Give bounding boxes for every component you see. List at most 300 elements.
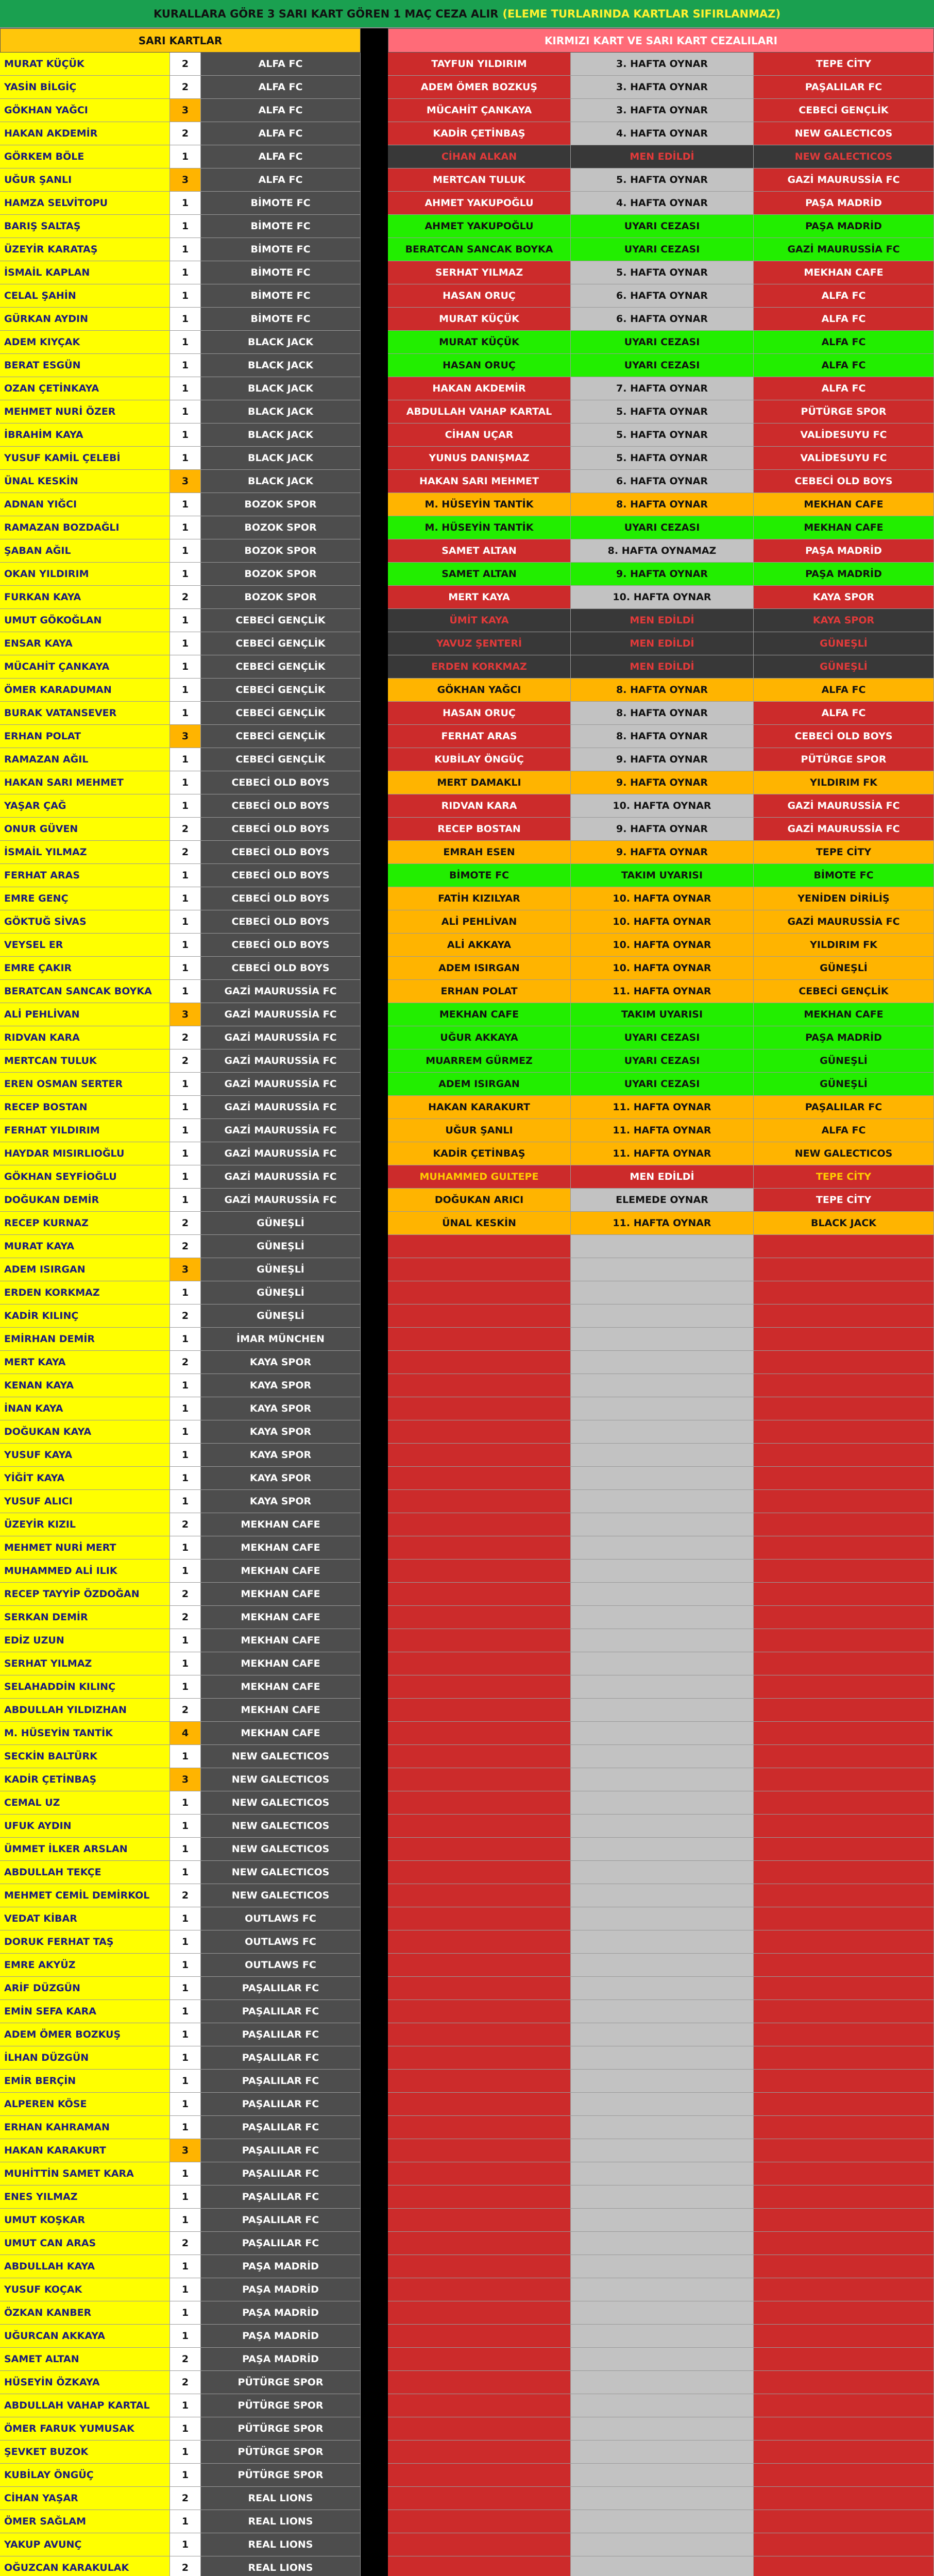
penalized-team: ALFA FC bbox=[754, 702, 934, 725]
table-row bbox=[0, 1838, 934, 1861]
table-row bbox=[0, 1907, 934, 1930]
table-row bbox=[0, 2441, 934, 2464]
table-row bbox=[0, 2255, 934, 2278]
table-row bbox=[0, 864, 934, 887]
penalized-player bbox=[388, 1907, 571, 1930]
table-row bbox=[0, 99, 934, 122]
card-count: 1 bbox=[170, 1907, 201, 1930]
penalty-status: 5. HAFTA OYNAR bbox=[571, 168, 754, 192]
penalty-status bbox=[571, 1977, 754, 2000]
player-name: ADNAN YIĞCI bbox=[0, 493, 170, 516]
penalized-player: MÜCAHİT ÇANKAYA bbox=[388, 99, 571, 122]
team-name: BLACK JACK bbox=[201, 377, 361, 400]
penalized-player bbox=[388, 1513, 571, 1536]
penalty-status bbox=[571, 2556, 754, 2576]
penalized-team bbox=[754, 1351, 934, 1374]
penalized-player bbox=[388, 2116, 571, 2139]
penalty-status bbox=[571, 1907, 754, 1930]
table-row bbox=[0, 1536, 934, 1560]
team-name: REAL LIONS bbox=[201, 2556, 361, 2576]
card-count: 1 bbox=[170, 771, 201, 794]
penalty-status bbox=[571, 1722, 754, 1745]
team-name: PAŞALILAR FC bbox=[201, 2209, 361, 2232]
table-row bbox=[0, 1699, 934, 1722]
table-row bbox=[0, 2464, 934, 2487]
team-name: REAL LIONS bbox=[201, 2510, 361, 2533]
table-row bbox=[0, 1328, 934, 1351]
team-name: NEW GALECTICOS bbox=[201, 1838, 361, 1861]
player-name: GÖKHAN SEYFİOĞLU bbox=[0, 1165, 170, 1189]
card-count: 1 bbox=[170, 864, 201, 887]
team-name: CEBECİ OLD BOYS bbox=[201, 887, 361, 910]
penalized-team bbox=[754, 2348, 934, 2371]
team-name: PÜTÜRGE SPOR bbox=[201, 2417, 361, 2441]
team-name: CEBECİ GENÇLİK bbox=[201, 725, 361, 748]
player-name: FERHAT ARAS bbox=[0, 864, 170, 887]
penalized-player: ALİ PEHLİVAN bbox=[388, 910, 571, 934]
penalized-team bbox=[754, 2185, 934, 2209]
penalized-player bbox=[388, 2046, 571, 2070]
penalty-status bbox=[571, 1351, 754, 1374]
team-name: BLACK JACK bbox=[201, 331, 361, 354]
card-count: 2 bbox=[170, 2556, 201, 2576]
penalized-team bbox=[754, 1490, 934, 1513]
team-name: PÜTÜRGE SPOR bbox=[201, 2464, 361, 2487]
card-count: 2 bbox=[170, 1884, 201, 1907]
penalized-player: AHMET YAKUPOĞLU bbox=[388, 215, 571, 238]
card-count: 1 bbox=[170, 1536, 201, 1560]
table-row bbox=[0, 284, 934, 308]
table-row bbox=[0, 2301, 934, 2325]
table-row bbox=[0, 1165, 934, 1189]
player-name: ÖMER KARADUMAN bbox=[0, 679, 170, 702]
penalized-team bbox=[754, 2255, 934, 2278]
team-name: PAŞA MADRİD bbox=[201, 2255, 361, 2278]
team-name: GAZİ MAURUSSİA FC bbox=[201, 1026, 361, 1049]
penalty-status bbox=[571, 2325, 754, 2348]
penalty-status: 11. HAFTA OYNAR bbox=[571, 1142, 754, 1165]
penalty-status: 10. HAFTA OYNAR bbox=[571, 934, 754, 957]
penalized-player: HASAN ORUÇ bbox=[388, 702, 571, 725]
player-name: EMİRHAN DEMİR bbox=[0, 1328, 170, 1351]
team-name: GAZİ MAURUSSİA FC bbox=[201, 1096, 361, 1119]
player-name: MERT KAYA bbox=[0, 1351, 170, 1374]
card-count: 2 bbox=[170, 1212, 201, 1235]
player-name: FURKAN KAYA bbox=[0, 586, 170, 609]
penalty-status: 10. HAFTA OYNAR bbox=[571, 794, 754, 818]
penalty-status: 4. HAFTA OYNAR bbox=[571, 192, 754, 215]
penalized-team: VALİDESUYU FC bbox=[754, 423, 934, 447]
table-row bbox=[0, 1490, 934, 1513]
card-count: 2 bbox=[170, 1583, 201, 1606]
table-row bbox=[0, 1374, 934, 1397]
player-name: ABDULLAH YILDIZHAN bbox=[0, 1699, 170, 1722]
table-row bbox=[0, 1513, 934, 1536]
card-count: 1 bbox=[170, 2185, 201, 2209]
penalized-player: MUHAMMED GULTEPE bbox=[388, 1165, 571, 1189]
penalty-status bbox=[571, 1745, 754, 1768]
player-name: SAMET ALTAN bbox=[0, 2348, 170, 2371]
card-count: 1 bbox=[170, 702, 201, 725]
penalized-player: SAMET ALTAN bbox=[388, 563, 571, 586]
team-name: CEBECİ OLD BOYS bbox=[201, 910, 361, 934]
penalized-team: TEPE CİTY bbox=[754, 841, 934, 864]
penalized-player bbox=[388, 2070, 571, 2093]
table-row bbox=[0, 1281, 934, 1304]
penalized-team: PAŞALILAR FC bbox=[754, 76, 934, 99]
penalty-status: 5. HAFTA OYNAR bbox=[571, 261, 754, 284]
penalty-status bbox=[571, 1420, 754, 1444]
penalized-team: ALFA FC bbox=[754, 331, 934, 354]
penalty-status: 5. HAFTA OYNAR bbox=[571, 423, 754, 447]
card-count: 1 bbox=[170, 1930, 201, 1954]
player-name: SECKİN BALTÜRK bbox=[0, 1745, 170, 1768]
penalized-player: ADEM ISIRGAN bbox=[388, 957, 571, 980]
player-name: UĞUR ŞANLI bbox=[0, 168, 170, 192]
penalized-team: ALFA FC bbox=[754, 354, 934, 377]
penalized-player: GÖKHAN YAĞCI bbox=[388, 679, 571, 702]
team-name: BİMOTE FC bbox=[201, 308, 361, 331]
player-name: VEDAT KİBAR bbox=[0, 1907, 170, 1930]
table-row bbox=[0, 1583, 934, 1606]
table-row bbox=[0, 1212, 934, 1235]
card-count: 1 bbox=[170, 1675, 201, 1699]
penalty-status: 8. HAFTA OYNAR bbox=[571, 493, 754, 516]
player-name: CEMAL UZ bbox=[0, 1791, 170, 1815]
table-row bbox=[0, 2487, 934, 2510]
table-row bbox=[0, 1652, 934, 1675]
player-name: GÜRKAN AYDIN bbox=[0, 308, 170, 331]
table-row bbox=[0, 400, 934, 423]
penalty-status: UYARI CEZASI bbox=[571, 215, 754, 238]
card-count: 1 bbox=[170, 887, 201, 910]
penalized-team bbox=[754, 1583, 934, 1606]
card-count: 1 bbox=[170, 145, 201, 168]
penalized-team bbox=[754, 2417, 934, 2441]
card-count: 1 bbox=[170, 563, 201, 586]
penalized-team: TEPE CİTY bbox=[754, 1165, 934, 1189]
card-count: 1 bbox=[170, 423, 201, 447]
penalized-player: RECEP BOSTAN bbox=[388, 818, 571, 841]
card-count: 2 bbox=[170, 841, 201, 864]
penalized-player: ÜNAL KESKİN bbox=[388, 1212, 571, 1235]
card-count: 1 bbox=[170, 400, 201, 423]
player-name: ABDULLAH VAHAP KARTAL bbox=[0, 2394, 170, 2417]
player-name: MEHMET NURİ ÖZER bbox=[0, 400, 170, 423]
penalized-player: YUNUS DANIŞMAZ bbox=[388, 447, 571, 470]
card-count: 1 bbox=[170, 2417, 201, 2441]
card-count: 3 bbox=[170, 168, 201, 192]
penalized-player bbox=[388, 2232, 571, 2255]
penalty-status: 8. HAFTA OYNAMAZ bbox=[571, 539, 754, 563]
penalized-team bbox=[754, 1791, 934, 1815]
card-count: 1 bbox=[170, 1444, 201, 1467]
team-name: MEKHAN CAFE bbox=[201, 1560, 361, 1583]
card-count: 1 bbox=[170, 2162, 201, 2185]
team-name: KAYA SPOR bbox=[201, 1420, 361, 1444]
player-name: YAŞAR ÇAĞ bbox=[0, 794, 170, 818]
penalized-team: CEBECİ OLD BOYS bbox=[754, 725, 934, 748]
team-name: ALFA FC bbox=[201, 122, 361, 145]
card-count: 2 bbox=[170, 1699, 201, 1722]
team-name: MEKHAN CAFE bbox=[201, 1583, 361, 1606]
penalized-player: MEKHAN CAFE bbox=[388, 1003, 571, 1026]
team-name: BOZOK SPOR bbox=[201, 539, 361, 563]
penalized-player bbox=[388, 1467, 571, 1490]
penalty-status: UYARI CEZASI bbox=[571, 354, 754, 377]
penalty-status: 9. HAFTA OYNAR bbox=[571, 771, 754, 794]
penalized-team: GÜNEŞLİ bbox=[754, 957, 934, 980]
team-name: OUTLAWS FC bbox=[201, 1907, 361, 1930]
table-row bbox=[0, 910, 934, 934]
card-count: 1 bbox=[170, 1142, 201, 1165]
penalty-status bbox=[571, 1838, 754, 1861]
penalized-player: RIDVAN KARA bbox=[388, 794, 571, 818]
penalized-player: AHMET YAKUPOĞLU bbox=[388, 192, 571, 215]
penalized-player bbox=[388, 2441, 571, 2464]
team-name: GAZİ MAURUSSİA FC bbox=[201, 1073, 361, 1096]
penalized-team: PAŞA MADRİD bbox=[754, 539, 934, 563]
card-count: 1 bbox=[170, 794, 201, 818]
penalty-status bbox=[571, 2417, 754, 2441]
penalized-team bbox=[754, 1397, 934, 1420]
player-name: ADEM ISIRGAN bbox=[0, 1258, 170, 1281]
player-name: MÜCAHİT ÇANKAYA bbox=[0, 655, 170, 679]
player-name: YUSUF KOÇAK bbox=[0, 2278, 170, 2301]
penalized-player bbox=[388, 1444, 571, 1467]
player-name: ONUR GÜVEN bbox=[0, 818, 170, 841]
card-count: 1 bbox=[170, 1119, 201, 1142]
player-name: MURAT KAYA bbox=[0, 1235, 170, 1258]
table-row bbox=[0, 168, 934, 192]
penalty-status: 3. HAFTA OYNAR bbox=[571, 53, 754, 76]
table-row bbox=[0, 2139, 934, 2162]
team-name: PAŞA MADRİD bbox=[201, 2348, 361, 2371]
penalty-status: 5. HAFTA OYNAR bbox=[571, 400, 754, 423]
player-name: UFUK AYDIN bbox=[0, 1815, 170, 1838]
penalty-status: 11. HAFTA OYNAR bbox=[571, 1212, 754, 1235]
penalized-player bbox=[388, 1374, 571, 1397]
table-row bbox=[0, 2116, 934, 2139]
penalty-status: 9. HAFTA OYNAR bbox=[571, 748, 754, 771]
card-count: 1 bbox=[170, 2301, 201, 2325]
player-name: ADEM ÖMER BOZKUŞ bbox=[0, 2023, 170, 2046]
penalized-player bbox=[388, 1606, 571, 1629]
player-name: HÜSEYİN ÖZKAYA bbox=[0, 2371, 170, 2394]
card-count: 2 bbox=[170, 1304, 201, 1328]
table-row bbox=[0, 2000, 934, 2023]
card-count: 2 bbox=[170, 2371, 201, 2394]
penalized-team: NEW GALECTICOS bbox=[754, 145, 934, 168]
table-row bbox=[0, 1930, 934, 1954]
penalized-team bbox=[754, 2533, 934, 2556]
card-count: 1 bbox=[170, 1490, 201, 1513]
page-banner bbox=[0, 0, 934, 28]
penalty-status: 11. HAFTA OYNAR bbox=[571, 1119, 754, 1142]
card-count: 1 bbox=[170, 516, 201, 539]
penalty-status: MEN EDİLDİ bbox=[571, 609, 754, 632]
table-row bbox=[0, 1977, 934, 2000]
penalized-team: PAŞA MADRİD bbox=[754, 563, 934, 586]
penalty-status bbox=[571, 2510, 754, 2533]
penalized-player: CİHAN ALKAN bbox=[388, 145, 571, 168]
penalized-player bbox=[388, 2093, 571, 2116]
player-name: DOĞUKAN DEMİR bbox=[0, 1189, 170, 1212]
player-name: KUBİLAY ÖNGÜÇ bbox=[0, 2464, 170, 2487]
team-name: PAŞALILAR FC bbox=[201, 2139, 361, 2162]
table-row bbox=[0, 1606, 934, 1629]
team-name: MEKHAN CAFE bbox=[201, 1606, 361, 1629]
player-name: ADEM KIYÇAK bbox=[0, 331, 170, 354]
penalized-player: BERATCAN SANCAK BOYKA bbox=[388, 238, 571, 261]
card-count: 1 bbox=[170, 447, 201, 470]
penalty-status: 6. HAFTA OYNAR bbox=[571, 284, 754, 308]
penalized-team: ALFA FC bbox=[754, 377, 934, 400]
card-count: 1 bbox=[170, 2464, 201, 2487]
player-name: OZAN ÇETİNKAYA bbox=[0, 377, 170, 400]
penalized-team: CEBECİ GENÇLİK bbox=[754, 99, 934, 122]
penalized-player bbox=[388, 1351, 571, 1374]
penalized-player: M. HÜSEYİN TANTİK bbox=[388, 493, 571, 516]
penalized-team: GÜNEŞLİ bbox=[754, 1073, 934, 1096]
player-name: MEHMET CEMİL DEMİRKOL bbox=[0, 1884, 170, 1907]
card-count: 1 bbox=[170, 2116, 201, 2139]
table-row bbox=[0, 2394, 934, 2417]
team-name: NEW GALECTICOS bbox=[201, 1884, 361, 1907]
team-name: NEW GALECTICOS bbox=[201, 1791, 361, 1815]
penalized-team bbox=[754, 1977, 934, 2000]
table-row bbox=[0, 1235, 934, 1258]
penalized-player bbox=[388, 1745, 571, 1768]
penalty-status bbox=[571, 2533, 754, 2556]
penalized-team bbox=[754, 1907, 934, 1930]
penalized-team: BİMOTE FC bbox=[754, 864, 934, 887]
penalized-player bbox=[388, 2325, 571, 2348]
penalty-status bbox=[571, 2301, 754, 2325]
table-row bbox=[0, 2417, 934, 2441]
table-row bbox=[0, 957, 934, 980]
penalized-player bbox=[388, 1861, 571, 1884]
penalized-player bbox=[388, 2348, 571, 2371]
penalized-team bbox=[754, 1675, 934, 1699]
player-name: EMRE AKYÜZ bbox=[0, 1954, 170, 1977]
card-count: 2 bbox=[170, 2348, 201, 2371]
card-count: 3 bbox=[170, 725, 201, 748]
card-count: 1 bbox=[170, 1815, 201, 1838]
penalized-team: PAŞA MADRİD bbox=[754, 192, 934, 215]
penalized-team bbox=[754, 2556, 934, 2576]
penalized-team bbox=[754, 1304, 934, 1328]
team-name: BİMOTE FC bbox=[201, 284, 361, 308]
penalized-team bbox=[754, 1954, 934, 1977]
penalized-player bbox=[388, 1815, 571, 1838]
table-row bbox=[0, 1049, 934, 1073]
player-name: KENAN KAYA bbox=[0, 1374, 170, 1397]
table-row bbox=[0, 308, 934, 331]
penalty-status bbox=[571, 1675, 754, 1699]
penalized-player: ADEM ÖMER BOZKUŞ bbox=[388, 76, 571, 99]
team-name: MEKHAN CAFE bbox=[201, 1652, 361, 1675]
team-name: NEW GALECTICOS bbox=[201, 1861, 361, 1884]
team-name: BLACK JACK bbox=[201, 423, 361, 447]
penalized-team bbox=[754, 2162, 934, 2185]
card-count: 2 bbox=[170, 53, 201, 76]
table-row bbox=[0, 539, 934, 563]
table-row bbox=[0, 470, 934, 493]
penalty-status: 9. HAFTA OYNAR bbox=[571, 841, 754, 864]
card-count: 1 bbox=[170, 2046, 201, 2070]
table-row bbox=[0, 215, 934, 238]
penalized-player bbox=[388, 1722, 571, 1745]
penalty-status: 10. HAFTA OYNAR bbox=[571, 887, 754, 910]
card-count: 1 bbox=[170, 1745, 201, 1768]
player-name: EMRE ÇAKIR bbox=[0, 957, 170, 980]
penalized-team bbox=[754, 2023, 934, 2046]
card-count: 1 bbox=[170, 2255, 201, 2278]
team-name: CEBECİ OLD BOYS bbox=[201, 841, 361, 864]
team-name: BOZOK SPOR bbox=[201, 586, 361, 609]
table-row bbox=[0, 2278, 934, 2301]
card-count: 1 bbox=[170, 2023, 201, 2046]
penalized-player: YAVUZ ŞENTERİ bbox=[388, 632, 571, 655]
team-name: REAL LIONS bbox=[201, 2533, 361, 2556]
penalty-status bbox=[571, 1884, 754, 1907]
penalty-status: 8. HAFTA OYNAR bbox=[571, 702, 754, 725]
team-name: ALFA FC bbox=[201, 53, 361, 76]
penalty-status: 3. HAFTA OYNAR bbox=[571, 99, 754, 122]
team-name: GAZİ MAURUSSİA FC bbox=[201, 1189, 361, 1212]
table-row bbox=[0, 1420, 934, 1444]
penalized-player bbox=[388, 2556, 571, 2576]
player-name: M. HÜSEYİN TANTİK bbox=[0, 1722, 170, 1745]
team-name: GÜNEŞLİ bbox=[201, 1212, 361, 1235]
penalized-player bbox=[388, 1768, 571, 1791]
penalized-team bbox=[754, 1374, 934, 1397]
card-count: 1 bbox=[170, 2070, 201, 2093]
penalty-status bbox=[571, 1490, 754, 1513]
team-name: CEBECİ OLD BOYS bbox=[201, 864, 361, 887]
team-name: PAŞALILAR FC bbox=[201, 2023, 361, 2046]
penalized-team bbox=[754, 2510, 934, 2533]
table-row bbox=[0, 609, 934, 632]
penalized-player bbox=[388, 2139, 571, 2162]
card-count: 1 bbox=[170, 1189, 201, 1212]
team-name: GÜNEŞLİ bbox=[201, 1258, 361, 1281]
card-count: 1 bbox=[170, 192, 201, 215]
penalized-team bbox=[754, 2093, 934, 2116]
penalized-player: MUARREM GÜRMEZ bbox=[388, 1049, 571, 1073]
penalized-player: MERT KAYA bbox=[388, 586, 571, 609]
penalized-player bbox=[388, 2487, 571, 2510]
penalized-player bbox=[388, 2371, 571, 2394]
table-row bbox=[0, 2510, 934, 2533]
player-name: KADİR ÇETİNBAŞ bbox=[0, 1768, 170, 1791]
penalty-status bbox=[571, 1513, 754, 1536]
player-name: BURAK VATANSEVER bbox=[0, 702, 170, 725]
table-row bbox=[0, 1884, 934, 1907]
team-name: PAŞALILAR FC bbox=[201, 2093, 361, 2116]
team-name: PÜTÜRGE SPOR bbox=[201, 2371, 361, 2394]
table-row bbox=[0, 887, 934, 910]
player-name: RAMAZAN BOZDAĞLI bbox=[0, 516, 170, 539]
player-name: SELAHADDİN KILINÇ bbox=[0, 1675, 170, 1699]
player-name: ÜNAL KESKİN bbox=[0, 470, 170, 493]
penalized-team bbox=[754, 1652, 934, 1675]
penalized-player bbox=[388, 2255, 571, 2278]
team-name: PAŞALILAR FC bbox=[201, 2116, 361, 2139]
penalized-player bbox=[388, 1420, 571, 1444]
penalty-status: 10. HAFTA OYNAR bbox=[571, 957, 754, 980]
